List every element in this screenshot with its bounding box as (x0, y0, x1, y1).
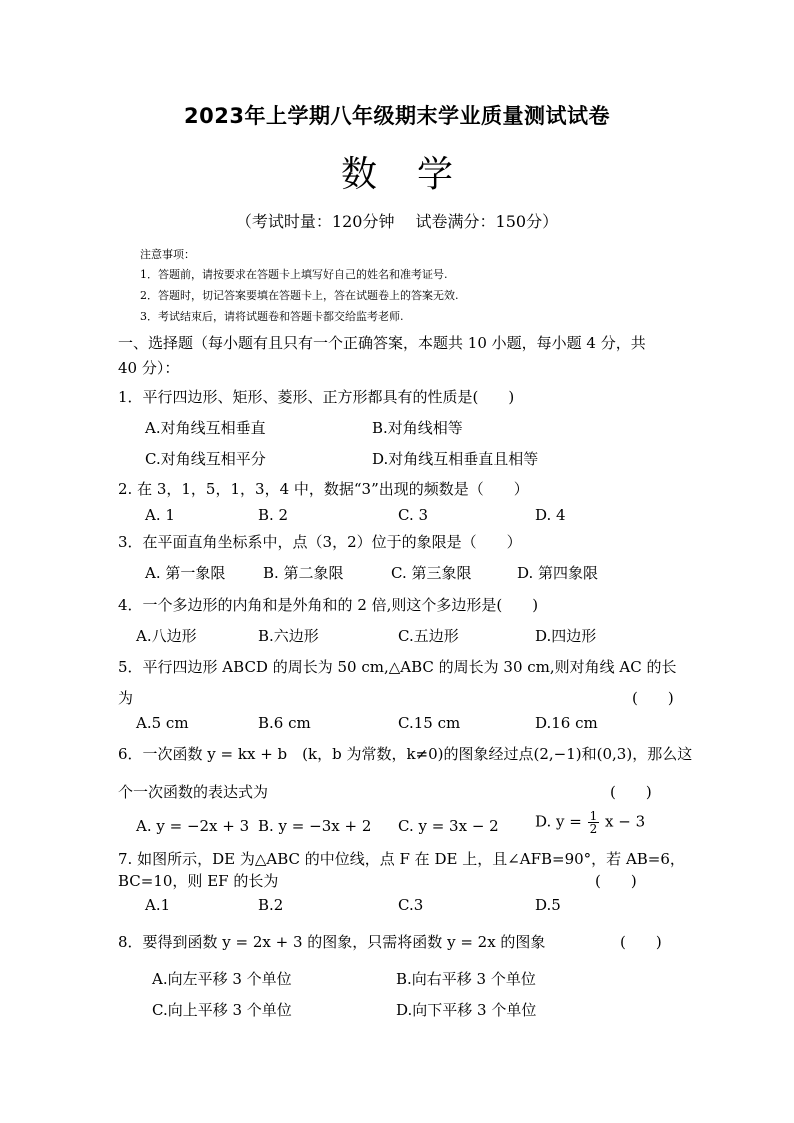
question-6-option-d (535, 810, 645, 835)
question-8-option-b: B.向右平移 3 个单位 (396, 970, 536, 988)
question-2-option-d: D. 4 (535, 506, 566, 524)
notes-heading: 注意事项： (140, 248, 195, 261)
notes-item-1: 1．答题前，请按要求在答题卡上填写好自己的姓名和准考证号. (140, 268, 448, 281)
question-3-option-d: D. 第四象限 (517, 564, 599, 582)
question-6-stem: 6．一次函数 y = kx + b (k，b 为常数，k≠0)的图象经过点(2,−1)和(0,3)，那么这 (118, 745, 693, 763)
question-3-option-c: C. 第三象限 (391, 564, 472, 582)
notes-item-3: 3．考试结束后，请将试题卷和答题卡都交给监考老师. (140, 310, 404, 323)
section-heading-line1: 一、选择题（每小题有且只有一个正确答案，本题共 10 小题，每小题 4 分，共 (118, 334, 646, 352)
question-8-stem: 8．要得到函数 y = 2x + 3 的图象，只需将函数 y = 2x 的图象 (118, 933, 546, 951)
question-7-stem-continued: BC=10，则 EF 的长为 (118, 872, 279, 890)
question-2-option-b: B. 2 (258, 506, 289, 524)
question-6-answer-blank: ( ) (610, 783, 652, 801)
exam-info: （考试时量：120分钟 试卷满分：150分） (235, 212, 559, 231)
question-6-option-d-fraction (588, 810, 600, 835)
question-4-option-a: A.八边形 (136, 627, 197, 645)
question-4-option-b: B.六边形 (258, 627, 319, 645)
section-heading-line2: 40 分）： (118, 359, 180, 377)
question-3-option-b: B. 第二象限 (263, 564, 344, 582)
question-5-option-c: C.15 cm (398, 714, 461, 732)
question-1-option-c: C.对角线互相平分 (145, 450, 266, 468)
question-6-option-d-suffix: x − 3 (605, 812, 646, 831)
question-7-option-b: B.2 (258, 896, 284, 914)
question-7-option-c: C.3 (398, 896, 424, 914)
question-8-option-d: D.向下平移 3 个单位 (396, 1001, 537, 1019)
question-2-stem: 2. 在 3，1，5，1，3，4 中，数据“3”出现的频数是（ ） (118, 480, 529, 498)
question-3-stem: 3．在平面直角坐标系中，点（3，2）位于的象限是（ ） (118, 533, 522, 551)
question-4-stem: 4．一个多边形的内角和是外角和的 2 倍,则这个多边形是( ) (118, 596, 539, 614)
fraction-numerator: 1 (589, 809, 598, 823)
question-6-option-d-prefix: D. y = (535, 812, 582, 831)
question-1-option-b: B.对角线相等 (372, 419, 463, 437)
question-5-option-a: A.5 cm (136, 714, 189, 732)
question-5-answer-blank: ( ) (632, 689, 674, 707)
question-2-option-a: A. 1 (145, 506, 175, 524)
question-8-option-c: C.向上平移 3 个单位 (152, 1001, 292, 1019)
question-5-option-b: B.6 cm (258, 714, 311, 732)
question-1-stem: 1．平行四边形、矩形、菱形、正方形都具有的性质是( ) (118, 388, 515, 406)
question-6-option-c: C. y = 3x − 2 (398, 817, 499, 835)
question-1-option-d: D.对角线互相垂直且相等 (372, 450, 539, 468)
question-7-answer-blank: ( ) (595, 872, 637, 890)
question-5-option-d: D.16 cm (535, 714, 598, 732)
question-8-answer-blank: ( ) (620, 933, 662, 951)
question-5-stem: 5．平行四边形 ABCD 的周长为 50 cm,△ABC 的周长为 30 cm,则对角线 AC 的长 (118, 658, 677, 676)
fraction-denominator: 2 (589, 822, 598, 836)
question-6-stem-continued: 个一次函数的表达式为 (118, 783, 269, 801)
question-3-option-a: A. 第一象限 (145, 564, 226, 582)
question-2-option-c: C. 3 (398, 506, 429, 524)
question-5-stem-continued: 为 (118, 689, 134, 707)
question-4-option-c: C.五边形 (398, 627, 459, 645)
question-7-stem: 7. 如图所示，DE 为△ABC 的中位线，点 F 在 DE 上，且∠AFB=90°，若 AB=6， (118, 850, 685, 868)
question-1-option-a: A.对角线互相垂直 (145, 419, 266, 437)
question-7-option-d: D.5 (535, 896, 561, 914)
question-6-option-a: A. y = −2x + 3 (136, 817, 250, 835)
notes-item-2: 2．答题时，切记答案要填在答题卡上，答在试题卷上的答案无效. (140, 289, 459, 302)
question-6-option-b: B. y = −3x + 2 (258, 817, 372, 835)
subject-title: 数学 (340, 154, 493, 195)
exam-title: 2023年上学期八年级期末学业质量测试试卷 (184, 104, 610, 128)
question-7-option-a: A.1 (145, 896, 171, 914)
question-4-option-d: D.四边形 (535, 627, 597, 645)
question-8-option-a: A.向左平移 3 个单位 (152, 970, 292, 988)
